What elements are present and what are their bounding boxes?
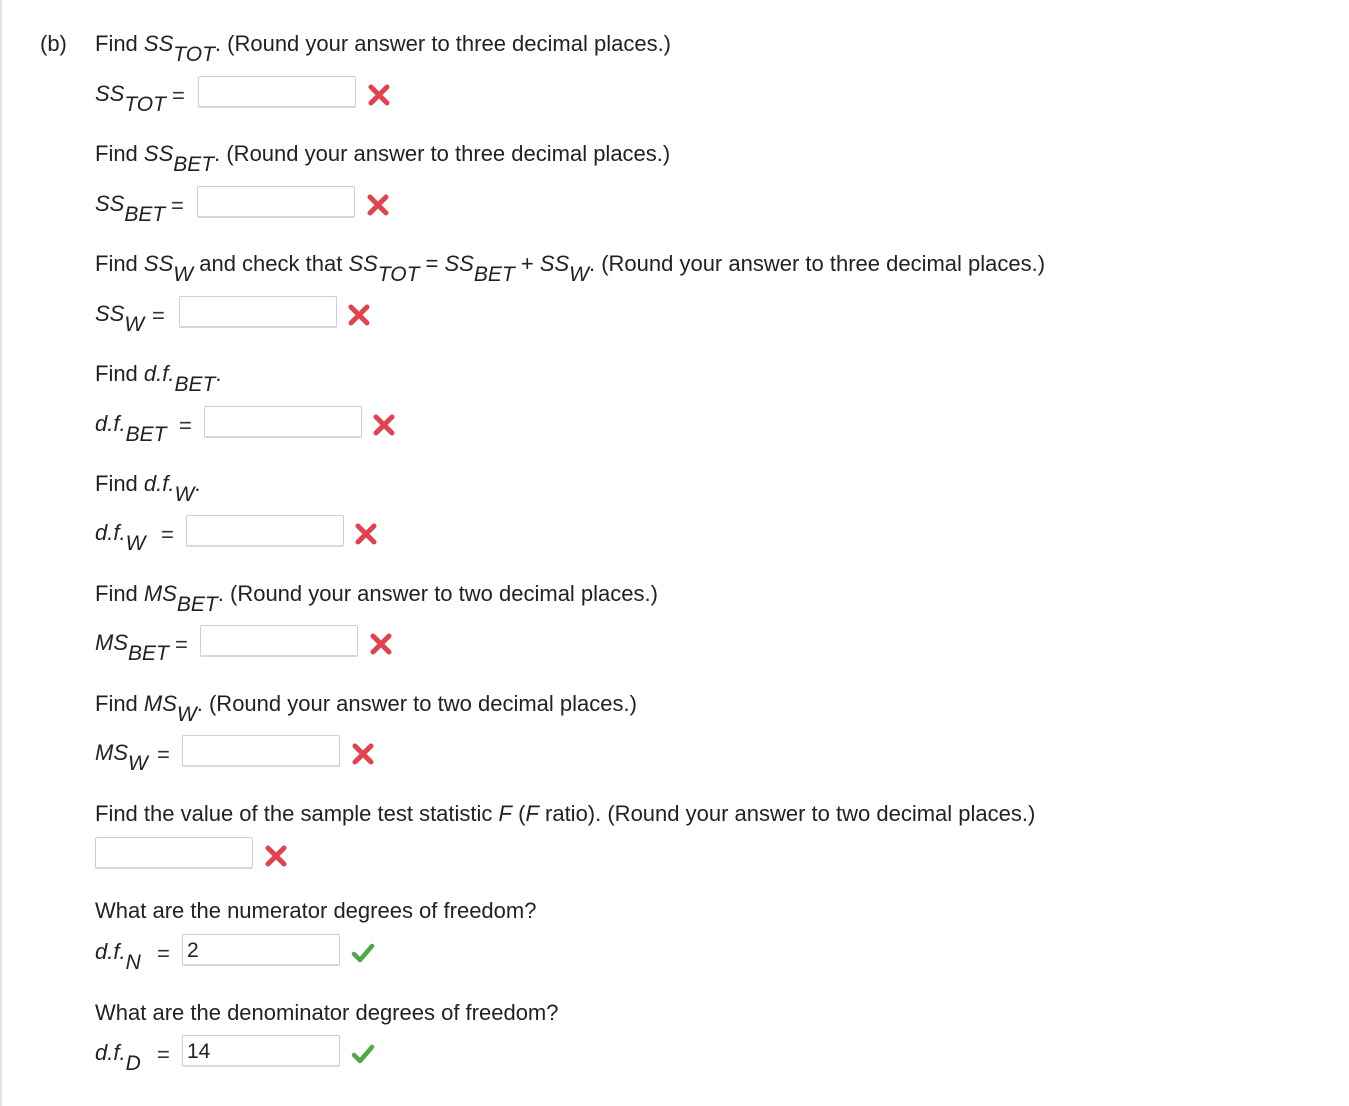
answer-label: d.f.BET: [95, 411, 167, 446]
f-ratio-input[interactable]: [95, 837, 253, 869]
equals-sign: =: [152, 303, 165, 328]
equals-sign: =: [157, 742, 170, 767]
x-mark-icon: [371, 412, 397, 438]
ss-w-input[interactable]: [179, 296, 337, 328]
check-mark-icon: [350, 1041, 376, 1067]
x-mark-icon: [365, 192, 391, 218]
ss-bet-input[interactable]: [197, 186, 355, 218]
prompt-f-ratio: Find the value of the sample test statistic F (F ratio). (Round your answer to two decimal places.): [95, 801, 1036, 826]
check-mark-icon: [350, 940, 376, 966]
answer-label: d.f.W: [95, 520, 146, 555]
x-mark-icon: [350, 741, 376, 767]
df-bet-input[interactable]: [204, 406, 362, 438]
x-mark-icon: [346, 302, 372, 328]
answer-label: SSBET: [95, 191, 166, 226]
equals-sign: =: [175, 632, 188, 657]
df-denominator-input[interactable]: 14: [182, 1035, 340, 1067]
prompt-ss-w: Find SSW and check that SSTOT = SSBET + SSW. (Round your answer to three decimal places.): [95, 251, 1046, 286]
part-label: (b): [40, 31, 67, 56]
prompt-ss-tot: Find SSTOT. (Round your answer to three decimal places.): [95, 31, 672, 66]
df-numerator-input[interactable]: 2: [182, 934, 340, 966]
ms-w-input[interactable]: [182, 735, 340, 767]
equals-sign: =: [179, 413, 192, 438]
equals-sign: =: [157, 1042, 170, 1067]
ss-tot-input[interactable]: [198, 76, 356, 108]
x-mark-icon: [366, 82, 392, 108]
prompt-df-w: Find d.f.W.: [95, 471, 201, 506]
x-mark-icon: [263, 843, 289, 869]
answer-label: d.f.N: [95, 939, 141, 974]
answer-label: MSBET: [95, 630, 169, 665]
answer-label: MSW: [95, 740, 148, 775]
answer-label: SSTOT: [95, 81, 166, 116]
x-mark-icon: [353, 521, 379, 547]
prompt-df-bet: Find d.f.BET.: [95, 361, 222, 396]
prompt-df-numerator: What are the numerator degrees of freedom?: [95, 898, 537, 923]
equals-sign: =: [161, 522, 174, 547]
answer-label: SSW: [95, 301, 145, 336]
prompt-df-denominator: What are the denominator degrees of freedom?: [95, 1000, 559, 1025]
answer-label: d.f.D: [95, 1040, 141, 1075]
prompt-ms-w: Find MSW. (Round your answer to two decimal places.): [95, 691, 637, 726]
equals-sign: =: [172, 83, 185, 108]
prompt-ss-bet: Find SSBET. (Round your answer to three decimal places.): [95, 141, 671, 176]
equals-sign: =: [171, 193, 184, 218]
x-mark-icon: [368, 631, 394, 657]
ms-bet-input[interactable]: [200, 625, 358, 657]
df-w-input[interactable]: [186, 515, 344, 547]
prompt-ms-bet: Find MSBET. (Round your answer to two decimal places.): [95, 581, 658, 616]
equals-sign: =: [157, 941, 170, 966]
